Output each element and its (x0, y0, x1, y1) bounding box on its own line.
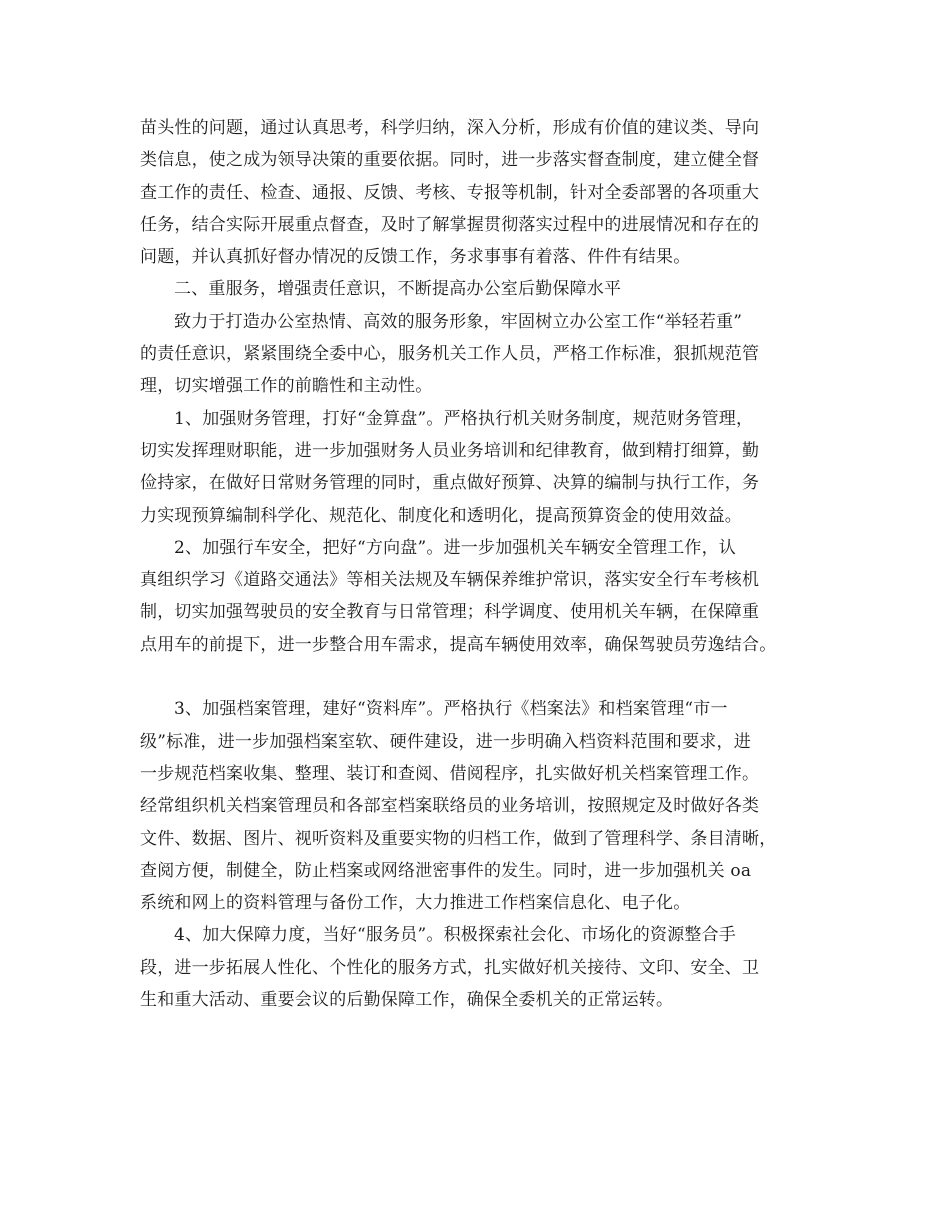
document-page (140, 112, 824, 1016)
blank-line (140, 661, 824, 693)
text-line: 类信息，使之成为领导决策的重要依据。同时，进一步落实督查制度，建立健全督 (140, 150, 760, 171)
paragraph-1 (140, 112, 824, 273)
text-line: 查阅方便，制健全，防止档案或网络泄密事件的发生。同时，进一步加强机关 oa (140, 860, 752, 881)
text-line: 俭持家，在做好日常财务管理的同时，重点做好预算、决算的编制与执行工作，务 (140, 473, 760, 494)
text-line: 3、加强档案管理，建好“资料库”。严格执行《档案法》和档案管理“市一 (174, 699, 728, 720)
text-line: 切实发挥理财职能，进一步加强财务人员业务培训和纪律教育，做到精打细算，勤 (140, 440, 760, 461)
text-line: 段，进一步拓展人性化、个性化的服务方式，扎实做好机关接待、文印、安全、卫 (140, 957, 760, 978)
text-line: 问题，并认真抓好督办情况的反馈工作，务求事事有着落、件件有结果。 (140, 247, 691, 268)
text-line: 理，切实增强工作的前瞻性和主动性。 (140, 376, 433, 397)
text-line: 制，切实加强驾驶员的安全教育与日常管理；科学调度、使用机关车辆，在保障重 (140, 602, 760, 623)
text-line: 任务，结合实际开展重点督查，及时了解掌握贯彻落实过程中的进展情况和存在的 (140, 214, 760, 235)
text-line: 点用车的前提下，进一步整合用车需求，提高车辆使用效率，确保驾驶员劳逸结合。 (140, 634, 777, 655)
paragraph-service (140, 919, 824, 1016)
text-line: 生和重大活动、重要会议的后勤保障工作，确保全委机关的正常运转。 (140, 990, 674, 1011)
text-line: 系统和网上的资料管理与备份工作，大力推进工作档案信息化、电子化。 (140, 893, 691, 914)
text-line: 经常组织机关档案管理员和各部室档案联络员的业务培训，按照规定及时做好各类 (140, 796, 760, 817)
heading-line: 二、重服务，增强责任意识，不断提高办公室后勤保障水平 (174, 279, 622, 300)
section-heading (140, 273, 824, 305)
paragraph-2 (140, 306, 824, 403)
text-line: 文件、数据、图片、视听资料及重要实物的归档工作，做到了管理科学、条目清晰， (140, 828, 777, 849)
text-line: 查工作的责任、检查、通报、反馈、考核、专报等机制，针对全委部署的各项重大 (140, 182, 760, 203)
text-line: 力实现预算编制科学化、规范化、制度化和透明化，提高预算资金的使用效益。 (140, 505, 742, 526)
paragraph-archives (140, 693, 824, 919)
text-line: 4、加大保障力度，当好“服务员”。积极探索社会化、市场化的资源整合手 (174, 925, 736, 946)
text-line: 一步规范档案收集、整理、装订和查阅、借阅程序，扎实做好机关档案管理工作。 (140, 763, 760, 784)
text-line: 真组织学习《道路交通法》等相关法规及车辆保养维护常识，落实安全行车考核机 (140, 570, 760, 591)
text-line: 苗头性的问题，通过认真思考，科学归纳，深入分析，形成有价值的建议类、导向 (140, 118, 760, 138)
text-line: 2、加强行车安全，把好“方向盘”。进一步加强机关车辆安全管理工作，认 (174, 537, 736, 558)
text-line: 级”标准，进一步加强档案室软、硬件建设，进一步明确入档资料范围和要求，进 (140, 731, 751, 752)
text-line: 致力于打造办公室热情、高效的服务形象，牢固树立办公室工作“举轻若重” (174, 311, 743, 332)
text-line: 的责任意识，紧紧围绕全委中心，服务机关工作人员，严格工作标准，狠抓规范管 (140, 344, 760, 365)
text-line: 1、加强财务管理，打好“金算盘”。严格执行机关财务制度，规范财务管理， (174, 408, 754, 429)
paragraph-vehicle (140, 532, 824, 661)
paragraph-finance (140, 403, 824, 532)
